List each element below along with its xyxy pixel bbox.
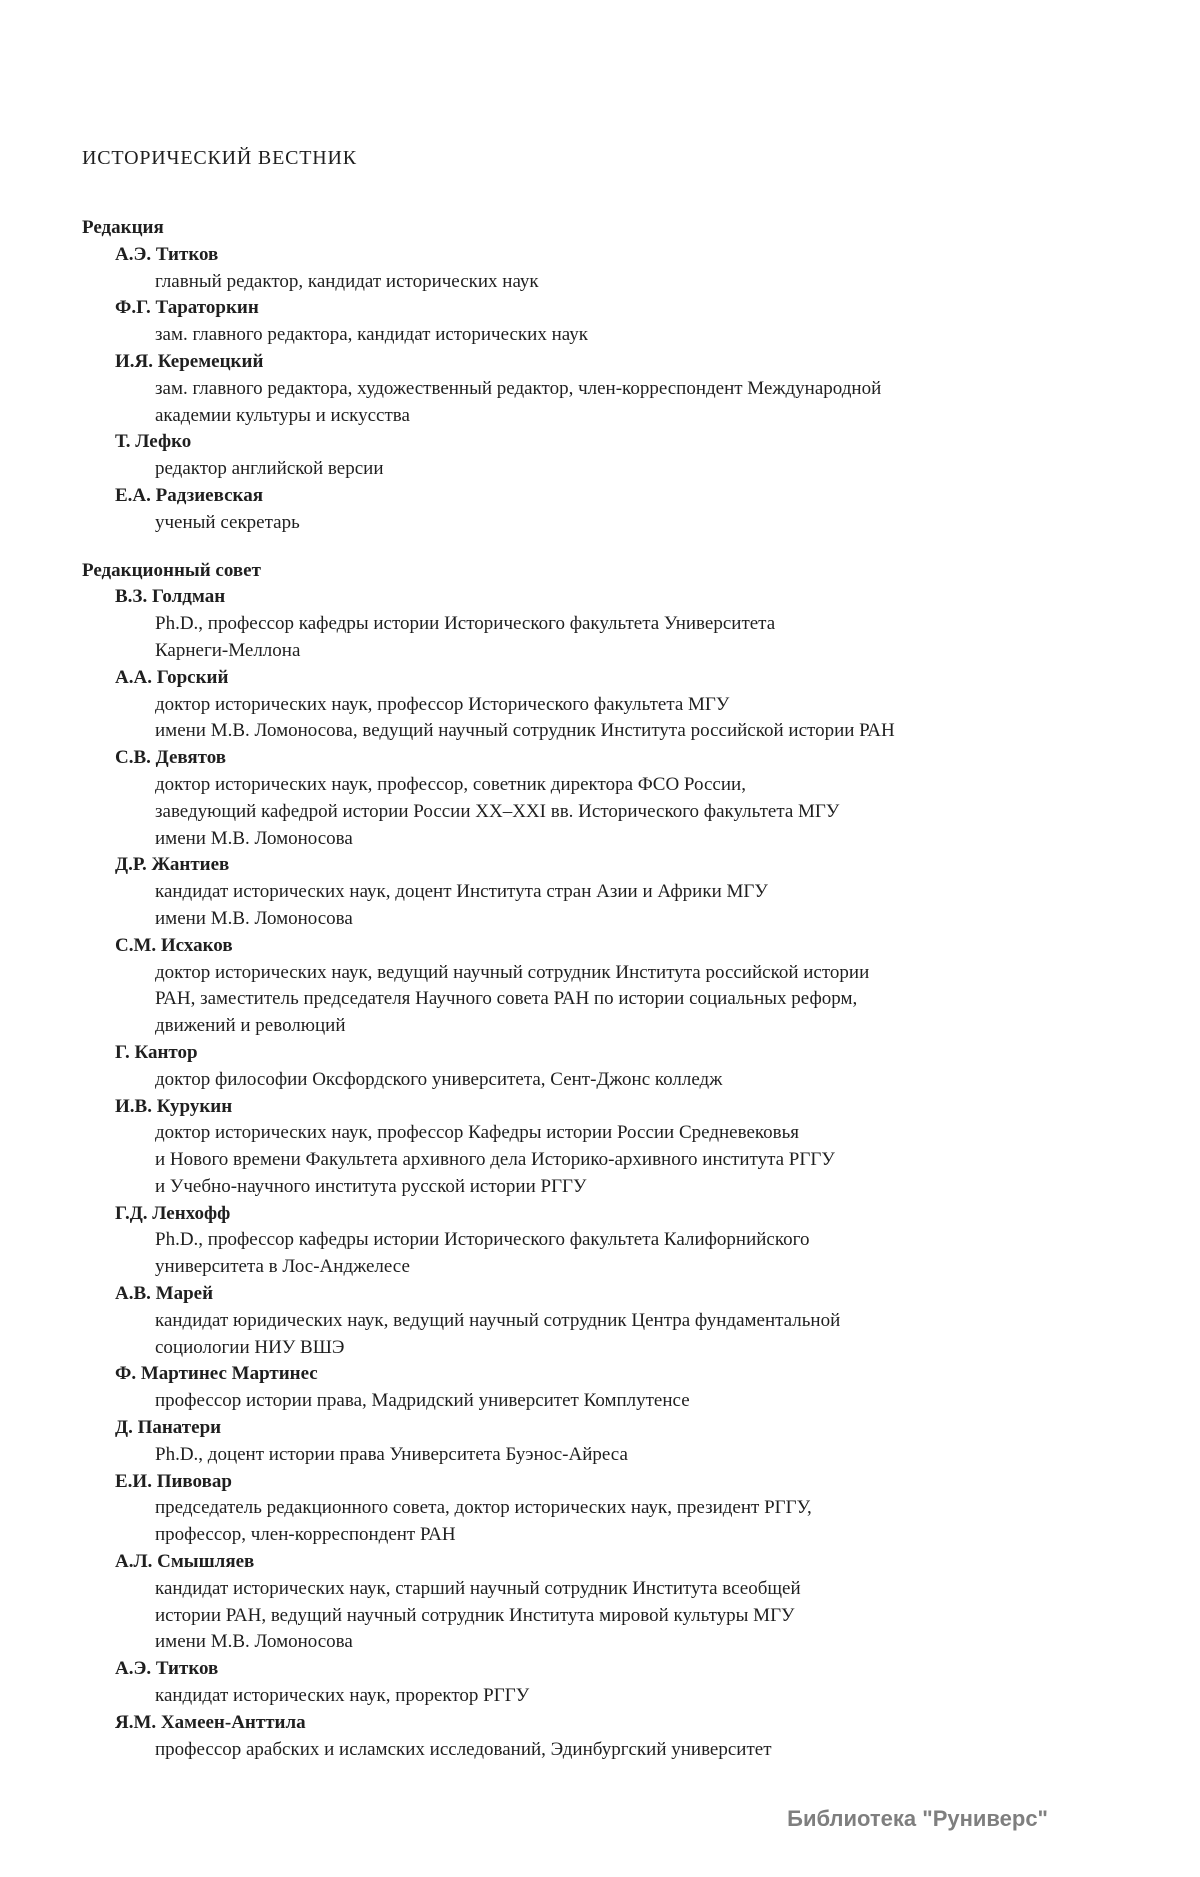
member-role-line: зам. главного редактора, кандидат исторических наук bbox=[155, 324, 588, 346]
editorial-section bbox=[82, 558, 1140, 1764]
member-name: Ф.Г. Тараторкин bbox=[115, 297, 259, 319]
member-name: Е.А. Радзиевская bbox=[115, 484, 263, 506]
member-entry bbox=[82, 665, 1140, 745]
member-name: С.М. Исхаков bbox=[115, 934, 233, 956]
member-name: Т. Лефко bbox=[115, 431, 192, 453]
member-role-line: и Нового времени Факультета архивного дела Историко-архивного института РГГУ bbox=[155, 1149, 835, 1171]
member-entry bbox=[82, 1415, 1140, 1469]
member-role-line: академии культуры и искусства bbox=[155, 404, 410, 426]
member-name: Д. Панатери bbox=[115, 1417, 222, 1439]
member-name: А.Э. Титков bbox=[115, 1658, 219, 1680]
member-entry bbox=[82, 242, 1140, 296]
member-name: И.В. Курукин bbox=[115, 1095, 233, 1117]
member-role-line: имени М.В. Ломоносова bbox=[155, 827, 353, 849]
member-role-line: председатель редакционного совета, доктор исторических наук, президент РГГУ, bbox=[155, 1497, 812, 1519]
member-role-line: доктор философии Оксфордского университета, Сент-Джонс колледж bbox=[155, 1068, 723, 1090]
page-title: ИСТОРИЧЕСКИЙ ВЕСТНИК bbox=[82, 147, 357, 169]
member-role-line: Ph.D., профессор кафедры истории Исторического факультета Университета bbox=[155, 613, 776, 635]
member-entry bbox=[82, 1201, 1140, 1281]
member-role-line: кандидат исторических наук, проректор РГГУ bbox=[155, 1685, 530, 1707]
member-entry bbox=[82, 745, 1140, 852]
member-role-line: Ph.D., профессор кафедры истории Исторического факультета Калифорнийского bbox=[155, 1229, 810, 1251]
member-name: Е.И. Пивовар bbox=[115, 1470, 232, 1492]
member-name: Г.Д. Ленхофф bbox=[115, 1202, 231, 1224]
member-name: А.Л. Смышляев bbox=[115, 1551, 255, 1573]
member-role-line: ученый секретарь bbox=[155, 511, 300, 533]
member-entry bbox=[82, 1656, 1140, 1710]
member-role-line: кандидат исторических наук, доцент Института стран Азии и Африки МГУ bbox=[155, 881, 768, 903]
member-role-line: социологии НИУ ВШЭ bbox=[155, 1336, 345, 1358]
member-entry bbox=[82, 1549, 1140, 1656]
member-name: Г. Кантор bbox=[115, 1041, 198, 1063]
member-entry bbox=[82, 295, 1140, 349]
member-role-line: заведующий кафедрой истории России XX–XXI вв. Исторического факультета МГУ bbox=[155, 800, 840, 822]
section-heading: Редакционный совет bbox=[82, 559, 261, 581]
member-name: Ф. Мартинес Мартинес bbox=[115, 1363, 318, 1385]
member-name: А.Э. Титков bbox=[115, 243, 219, 265]
member-role-line: профессор арабских и исламских исследований, Эдинбургский университет bbox=[155, 1738, 772, 1760]
member-role-line: движений и революций bbox=[155, 1015, 346, 1037]
member-role-line: университета в Лос-Анджелесе bbox=[155, 1256, 410, 1278]
member-name: А.В. Марей bbox=[115, 1283, 214, 1305]
member-entry bbox=[82, 1040, 1140, 1094]
member-entry bbox=[82, 349, 1140, 429]
member-name: С.В. Девятов bbox=[115, 747, 227, 769]
member-entry bbox=[82, 584, 1140, 664]
member-role-line: кандидат исторических наук, старший научный сотрудник Института всеобщей bbox=[155, 1577, 801, 1599]
section-heading: Редакция bbox=[82, 217, 164, 238]
member-entry bbox=[82, 933, 1140, 1040]
member-role-line: и Учебно-научного института русской истории РГГУ bbox=[155, 1175, 587, 1197]
member-role-line: доктор исторических наук, профессор, советник директора ФСО России, bbox=[155, 773, 746, 795]
member-entry bbox=[82, 1469, 1140, 1549]
member-role-line: профессор, член-корреспондент РАН bbox=[155, 1524, 456, 1546]
member-entry bbox=[82, 483, 1140, 537]
member-role-line: Карнеги-Меллона bbox=[155, 639, 301, 661]
member-entry bbox=[82, 1281, 1140, 1361]
member-role-line: кандидат юридических наук, ведущий научный сотрудник Центра фундаментальной bbox=[155, 1309, 841, 1331]
member-name: Я.М. Хамеен-Анттила bbox=[115, 1711, 306, 1733]
member-entry bbox=[82, 852, 1140, 932]
editorial-sections bbox=[82, 215, 1140, 1763]
member-name: А.А. Горский bbox=[115, 666, 229, 688]
member-name: В.З. Голдман bbox=[115, 586, 226, 608]
member-role-line: зам. главного редактора, художественный редактор, член-корреспондент Международной bbox=[155, 377, 882, 399]
member-role-line: редактор английской версии bbox=[155, 458, 384, 480]
member-role-line: доктор исторических наук, профессор Кафедры истории России Средневековья bbox=[155, 1122, 800, 1144]
member-name: Д.Р. Жантиев bbox=[115, 854, 230, 876]
member-entry bbox=[82, 1361, 1140, 1415]
member-entry bbox=[82, 1710, 1140, 1764]
member-role-line: истории РАН, ведущий научный сотрудник Института мировой культуры МГУ bbox=[155, 1604, 795, 1626]
member-role-line: имени М.В. Ломоносова bbox=[155, 907, 353, 929]
member-entry bbox=[82, 429, 1140, 483]
member-role-line: Ph.D., доцент истории права Университета Буэнос-Айреса bbox=[155, 1443, 628, 1465]
member-role-line: имени М.В. Ломоносова, ведущий научный сотрудник Института российской истории РАН bbox=[155, 720, 895, 742]
runivers-library-watermark: Библиотека "Руниверс" bbox=[787, 1806, 1048, 1831]
member-role-line: доктор исторических наук, ведущий научный сотрудник Института российской истории bbox=[155, 961, 870, 983]
member-role-line: РАН, заместитель председателя Научного совета РАН по истории социальных реформ, bbox=[155, 988, 858, 1010]
member-name: И.Я. Керемецкий bbox=[115, 350, 264, 372]
member-role-line: доктор исторических наук, профессор Исторического факультета МГУ bbox=[155, 693, 730, 715]
member-role-line: профессор истории права, Мадридский университет Комплутенсе bbox=[155, 1390, 690, 1412]
member-entry bbox=[82, 1094, 1140, 1201]
member-role-line: имени М.В. Ломоносова bbox=[155, 1631, 353, 1653]
editorial-section bbox=[82, 215, 1140, 537]
member-role-line: главный редактор, кандидат исторических наук bbox=[155, 270, 539, 292]
